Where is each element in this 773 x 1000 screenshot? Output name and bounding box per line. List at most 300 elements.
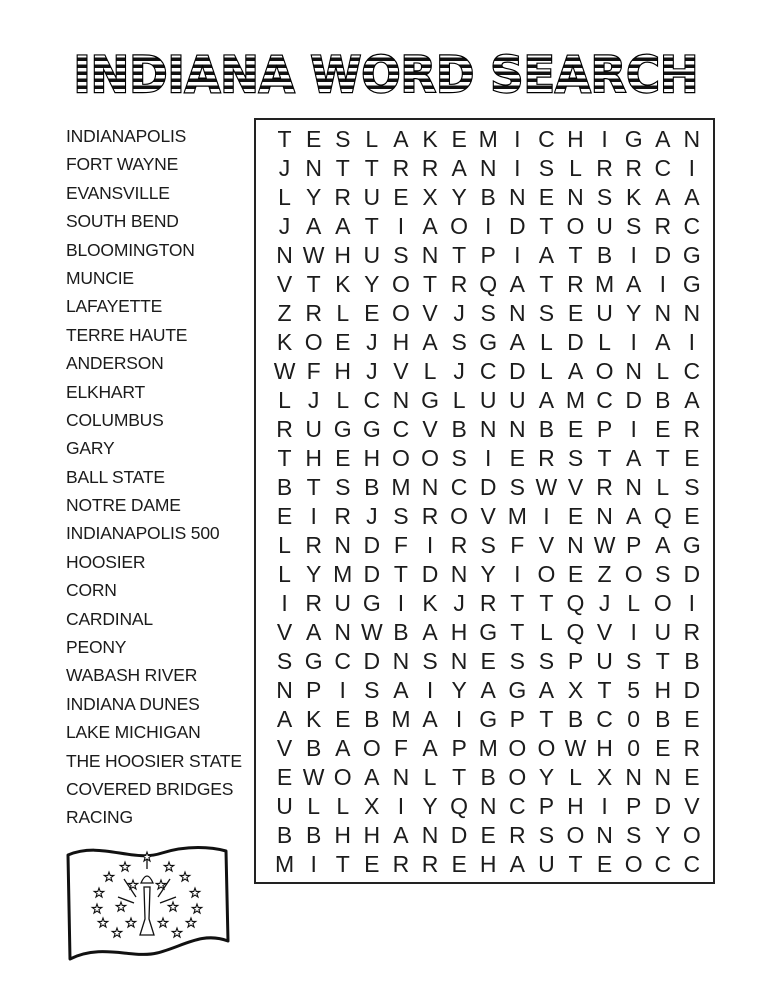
- grid-letter: S: [626, 213, 642, 239]
- grid-letter: A: [305, 619, 322, 645]
- grid-letter: A: [276, 706, 293, 732]
- grid-letter: P: [451, 735, 467, 761]
- grid-letter: T: [277, 445, 292, 471]
- grid-letter: C: [683, 358, 701, 384]
- grid-letter: C: [654, 851, 672, 877]
- grid-letter: O: [566, 213, 585, 239]
- grid-letter: E: [480, 648, 496, 674]
- grid-letter: N: [625, 474, 642, 500]
- grid-letter: R: [683, 735, 701, 761]
- grid-letter: B: [480, 764, 496, 790]
- grid-letter: H: [334, 822, 352, 848]
- grid-letter: W: [302, 764, 325, 790]
- word-list-item: NOTRE DAME: [66, 495, 181, 516]
- grid-letter: S: [509, 474, 525, 500]
- grid-letter: S: [684, 474, 700, 500]
- grid-letter: M: [333, 561, 353, 587]
- grid-letter: U: [654, 619, 672, 645]
- grid-letter: L: [656, 474, 670, 500]
- grid-letter: Q: [479, 271, 498, 297]
- grid-letter: V: [684, 793, 700, 819]
- grid-letter: O: [391, 300, 410, 326]
- grid-letter: W: [593, 532, 616, 558]
- grid-letter: A: [655, 184, 671, 210]
- grid-letter: J: [366, 358, 378, 384]
- grid-letter: U: [276, 793, 293, 819]
- grid-letter: L: [423, 764, 437, 790]
- grid-letter: S: [538, 300, 555, 326]
- grid-letter: C: [363, 387, 381, 413]
- grid-letter: C: [450, 474, 468, 500]
- grid-letter: K: [422, 590, 438, 616]
- grid-letter: S: [480, 300, 496, 326]
- grid-letter: L: [569, 155, 582, 181]
- grid-letter: C: [508, 793, 526, 819]
- grid-letter: Z: [597, 561, 612, 587]
- grid-letter: A: [422, 213, 438, 239]
- grid-letter: Y: [655, 822, 671, 848]
- grid-letter: I: [659, 271, 666, 297]
- grid-letter: E: [451, 851, 467, 877]
- grid-letter: B: [538, 416, 555, 442]
- grid-letter: B: [655, 706, 671, 732]
- grid-letter: A: [393, 677, 409, 703]
- grid-letter: O: [508, 764, 527, 790]
- grid-letter: S: [335, 474, 351, 500]
- grid-letter: H: [363, 822, 381, 848]
- grid-letter: R: [450, 532, 468, 558]
- grid-letter: N: [276, 242, 293, 268]
- grid-letter: E: [364, 300, 380, 326]
- grid-letter: Y: [451, 677, 467, 703]
- grid-letter: R: [538, 445, 555, 471]
- grid-letter: A: [509, 271, 525, 297]
- grid-letter: N: [334, 619, 352, 645]
- grid-letter: S: [451, 329, 467, 355]
- grid-letter: H: [392, 329, 410, 355]
- grid-letter: J: [278, 155, 291, 181]
- word-list-item: CARDINAL: [66, 608, 153, 629]
- grid-letter: P: [480, 242, 496, 268]
- word-list-item: FORT WAYNE: [66, 154, 179, 175]
- grid-letter: H: [450, 619, 468, 645]
- page-title-text: INDIANA WORD SEARCH: [73, 46, 699, 104]
- word-list-item: INDIANAPOLIS: [66, 126, 187, 146]
- grid-letter: I: [426, 677, 434, 703]
- grid-letter: S: [538, 155, 555, 181]
- grid-letter: R: [392, 851, 410, 877]
- grid-letter: N: [421, 242, 439, 268]
- grid-letter: A: [626, 271, 642, 297]
- grid-letter: D: [363, 561, 381, 587]
- grid-letter: M: [391, 474, 411, 500]
- grid-letter: G: [682, 242, 701, 268]
- grid-letter: O: [333, 764, 352, 790]
- grid-letter: O: [304, 329, 323, 355]
- grid-letter: D: [683, 561, 701, 587]
- grid-letter: A: [393, 126, 409, 152]
- grid-letter: S: [655, 561, 671, 587]
- grid-letter: I: [514, 242, 521, 268]
- grid-letter: W: [360, 619, 383, 645]
- page-title: [0, 40, 773, 110]
- grid-letter: R: [596, 155, 613, 181]
- grid-letter: S: [393, 503, 409, 529]
- grid-letter: A: [451, 155, 467, 181]
- grid-letter: D: [654, 793, 672, 819]
- grid-letter: T: [539, 706, 554, 732]
- grid-letter: R: [654, 213, 672, 239]
- grid-letter: P: [305, 677, 322, 703]
- grid-letter: G: [624, 126, 643, 152]
- grid-letter: X: [567, 677, 584, 703]
- grid-letter: N: [392, 387, 410, 413]
- grid-letter: C: [596, 387, 613, 413]
- grid-letter: 0: [627, 706, 641, 732]
- grid-letter: C: [334, 648, 352, 674]
- letter-grid: [270, 125, 706, 879]
- grid-letter: X: [422, 184, 438, 210]
- grid-letter: E: [335, 329, 351, 355]
- grid-letter: R: [276, 416, 293, 442]
- grid-letter: A: [567, 358, 584, 384]
- grid-letter: R: [479, 590, 497, 616]
- grid-letter: R: [305, 532, 322, 558]
- grid-letter: T: [306, 474, 321, 500]
- grid-letter: B: [596, 242, 613, 268]
- grid-letter: A: [626, 503, 642, 529]
- grid-letter: P: [626, 793, 642, 819]
- grid-letter: Y: [451, 184, 467, 210]
- grid-letter: B: [393, 619, 409, 645]
- grid-letter: D: [625, 387, 642, 413]
- grid-letter: R: [305, 590, 322, 616]
- grid-letter: L: [365, 126, 379, 152]
- grid-letter: 5: [627, 677, 641, 703]
- grid-letter: R: [625, 155, 642, 181]
- grid-letter: B: [305, 822, 322, 848]
- grid-letter: B: [364, 474, 380, 500]
- grid-letter: R: [567, 271, 584, 297]
- grid-letter: G: [508, 677, 527, 703]
- grid-letter: T: [335, 155, 350, 181]
- grid-letter: O: [537, 561, 556, 587]
- grid-letter: G: [304, 648, 323, 674]
- grid-letter: A: [480, 677, 496, 703]
- grid-letter: S: [451, 445, 467, 471]
- grid-letter: W: [535, 474, 558, 500]
- grid-letter: G: [682, 271, 701, 297]
- word-list-item: LAKE MICHIGAN: [66, 722, 201, 743]
- grid-letter: E: [684, 445, 700, 471]
- grid-letter: J: [453, 358, 465, 384]
- grid-letter: D: [683, 677, 701, 703]
- grid-letter: N: [654, 764, 672, 790]
- grid-letter: D: [479, 474, 497, 500]
- grid-letter: T: [510, 619, 525, 645]
- grid-letter: K: [335, 271, 351, 297]
- grid-letter: R: [421, 851, 439, 877]
- grid-letter: B: [305, 735, 322, 761]
- grid-letter: A: [655, 532, 671, 558]
- grid-letter: L: [569, 764, 582, 790]
- indiana-flag-icon: [62, 843, 232, 968]
- grid-letter: U: [596, 648, 613, 674]
- grid-letter: I: [397, 793, 405, 819]
- grid-letter: B: [684, 648, 700, 674]
- grid-letter: N: [625, 764, 642, 790]
- grid-letter: M: [478, 126, 498, 152]
- grid-letter: I: [688, 590, 696, 616]
- grid-letter: B: [451, 416, 467, 442]
- grid-letter: A: [684, 387, 700, 413]
- grid-letter: T: [539, 590, 554, 616]
- grid-letter: W: [273, 358, 296, 384]
- grid-letter: T: [452, 764, 467, 790]
- grid-letter: S: [335, 126, 351, 152]
- grid-letter: E: [655, 416, 671, 442]
- grid-letter: T: [364, 213, 379, 239]
- grid-letter: P: [567, 648, 584, 674]
- grid-letter: D: [508, 213, 526, 239]
- grid-letter: N: [450, 648, 468, 674]
- grid-letter: E: [684, 764, 700, 790]
- grid-letter: Q: [566, 590, 585, 616]
- grid-letter: O: [362, 735, 381, 761]
- grid-letter: X: [596, 764, 613, 790]
- grid-letter: O: [508, 735, 527, 761]
- grid-letter: B: [655, 387, 671, 413]
- grid-letter: I: [397, 213, 405, 239]
- grid-letter: T: [568, 242, 583, 268]
- word-list-item: THE HOOSIER STATE: [66, 750, 242, 771]
- grid-letter: L: [627, 590, 641, 616]
- grid-letter: N: [334, 532, 352, 558]
- grid-letter: A: [538, 242, 555, 268]
- grid-letter: N: [421, 822, 439, 848]
- grid-letter: O: [391, 271, 410, 297]
- grid-letter: Q: [566, 619, 585, 645]
- grid-letter: L: [452, 387, 466, 413]
- grid-letter: P: [596, 416, 613, 442]
- grid-letter: V: [480, 503, 496, 529]
- grid-letter: R: [421, 155, 439, 181]
- grid-letter: 0: [627, 735, 641, 761]
- grid-letter: L: [278, 387, 291, 413]
- grid-letter: I: [630, 619, 637, 645]
- grid-letter: D: [567, 329, 584, 355]
- grid-letter: D: [508, 358, 526, 384]
- grid-letter: E: [480, 822, 496, 848]
- grid-letter: Y: [626, 300, 642, 326]
- grid-letter: A: [655, 126, 671, 152]
- grid-letter: H: [334, 242, 352, 268]
- grid-letter: N: [305, 155, 322, 181]
- grid-letter: T: [452, 242, 467, 268]
- grid-letter: G: [682, 532, 701, 558]
- grid-letter: Y: [364, 271, 380, 297]
- grid-letter: C: [538, 126, 555, 152]
- grid-letter: O: [595, 358, 614, 384]
- grid-letter: M: [274, 851, 295, 877]
- grid-letter: N: [479, 155, 497, 181]
- grid-letter: I: [397, 590, 405, 616]
- grid-letter: E: [276, 503, 293, 529]
- word-list-item: WABASH RIVER: [66, 665, 198, 686]
- grid-letter: L: [278, 184, 291, 210]
- grid-letter: D: [363, 648, 381, 674]
- grid-letter: T: [393, 561, 408, 587]
- puzzle-grid-frame: [254, 118, 715, 884]
- grid-letter: E: [276, 764, 293, 790]
- grid-letter: U: [305, 416, 322, 442]
- grid-letter: W: [302, 242, 325, 268]
- grid-letter: Y: [422, 793, 438, 819]
- grid-letter: C: [683, 851, 701, 877]
- grid-letter: I: [310, 503, 317, 529]
- grid-letter: G: [421, 387, 439, 413]
- grid-letter: S: [596, 184, 613, 210]
- word-list-item: INDIANA DUNES: [66, 693, 200, 714]
- grid-letter: J: [278, 213, 291, 239]
- grid-letter: I: [426, 532, 434, 558]
- grid-letter: R: [334, 184, 352, 210]
- grid-letter: A: [422, 329, 438, 355]
- grid-letter: T: [277, 126, 292, 152]
- word-list-item: MUNCIE: [66, 267, 134, 288]
- grid-letter: N: [567, 184, 584, 210]
- grid-letter: V: [422, 300, 438, 326]
- grid-letter: P: [626, 532, 642, 558]
- grid-letter: H: [567, 793, 584, 819]
- grid-letter: I: [339, 677, 346, 703]
- grid-letter: T: [597, 677, 612, 703]
- word-list-item: RACING: [66, 807, 133, 828]
- grid-letter: E: [305, 126, 322, 152]
- word-list-item: HOOSIER: [66, 551, 146, 572]
- grid-letter: H: [479, 851, 497, 877]
- grid-letter: U: [508, 387, 526, 413]
- grid-letter: C: [392, 416, 410, 442]
- grid-letter: B: [276, 474, 293, 500]
- grid-letter: H: [334, 358, 352, 384]
- grid-letter: F: [393, 532, 408, 558]
- grid-letter: G: [479, 329, 498, 355]
- word-list-item: BLOOMINGTON: [66, 239, 195, 260]
- grid-letter: J: [366, 329, 378, 355]
- grid-letter: K: [305, 706, 322, 732]
- grid-letter: I: [630, 416, 637, 442]
- grid-letter: U: [596, 213, 613, 239]
- word-list-item: GARY: [66, 438, 115, 459]
- grid-letter: J: [453, 300, 465, 326]
- grid-letter: U: [363, 242, 381, 268]
- grid-letter: N: [596, 503, 613, 529]
- grid-letter: N: [508, 184, 526, 210]
- grid-letter: P: [538, 793, 555, 819]
- grid-letter: A: [626, 445, 642, 471]
- grid-letter: O: [624, 561, 643, 587]
- grid-letter: R: [305, 300, 322, 326]
- grid-letter: M: [565, 387, 586, 413]
- word-list-item: ELKHART: [66, 381, 145, 402]
- grid-letter: D: [363, 532, 381, 558]
- grid-letter: I: [485, 445, 492, 471]
- grid-letter: S: [276, 648, 293, 674]
- grid-letter: E: [684, 706, 700, 732]
- grid-letter: O: [537, 735, 556, 761]
- grid-letter: R: [596, 474, 613, 500]
- grid-letter: T: [335, 851, 350, 877]
- grid-letter: A: [684, 184, 700, 210]
- grid-letter: E: [567, 561, 584, 587]
- grid-letter: R: [334, 503, 352, 529]
- grid-letter: N: [450, 561, 468, 587]
- grid-letter: H: [363, 445, 381, 471]
- grid-letter: O: [566, 822, 585, 848]
- grid-letter: L: [336, 387, 350, 413]
- grid-letter: N: [392, 764, 410, 790]
- grid-letter: V: [422, 416, 438, 442]
- grid-letter: J: [307, 387, 320, 413]
- grid-letter: G: [333, 416, 352, 442]
- word-list: [66, 122, 246, 832]
- grid-letter: M: [391, 706, 411, 732]
- grid-letter: N: [508, 300, 526, 326]
- grid-letter: U: [596, 300, 613, 326]
- word-list-item: INDIANAPOLIS 500: [66, 523, 220, 544]
- grid-letter: V: [276, 619, 293, 645]
- grid-letter: R: [450, 271, 468, 297]
- grid-letter: K: [626, 184, 642, 210]
- grid-letter: I: [485, 213, 492, 239]
- grid-letter: N: [654, 300, 672, 326]
- grid-letter: I: [514, 155, 521, 181]
- grid-letter: Y: [305, 561, 322, 587]
- grid-letter: N: [508, 416, 526, 442]
- grid-letter: L: [278, 561, 291, 587]
- grid-letter: L: [423, 358, 437, 384]
- grid-letter: A: [655, 329, 671, 355]
- word-list-item: SOUTH BEND: [66, 211, 179, 232]
- grid-letter: U: [334, 590, 352, 616]
- grid-letter: E: [655, 735, 671, 761]
- grid-letter: B: [567, 706, 584, 732]
- grid-letter: O: [450, 213, 469, 239]
- grid-letter: I: [601, 126, 608, 152]
- grid-letter: X: [364, 793, 380, 819]
- grid-letter: A: [305, 213, 322, 239]
- grid-letter: O: [653, 590, 672, 616]
- grid-letter: A: [422, 619, 438, 645]
- grid-letter: F: [510, 532, 525, 558]
- grid-letter: G: [479, 619, 498, 645]
- grid-letter: F: [306, 358, 321, 384]
- word-list-item: LAFAYETTE: [66, 296, 163, 317]
- grid-letter: Q: [653, 503, 672, 529]
- grid-letter: R: [683, 619, 701, 645]
- grid-letter: I: [601, 793, 608, 819]
- grid-letter: C: [479, 358, 497, 384]
- grid-letter: L: [278, 532, 291, 558]
- grid-letter: G: [479, 706, 498, 732]
- grid-letter: I: [310, 851, 317, 877]
- word-list-item: CORN: [66, 580, 117, 601]
- grid-letter: T: [568, 851, 583, 877]
- grid-letter: A: [364, 764, 380, 790]
- grid-letter: D: [450, 822, 468, 848]
- grid-letter: L: [656, 358, 670, 384]
